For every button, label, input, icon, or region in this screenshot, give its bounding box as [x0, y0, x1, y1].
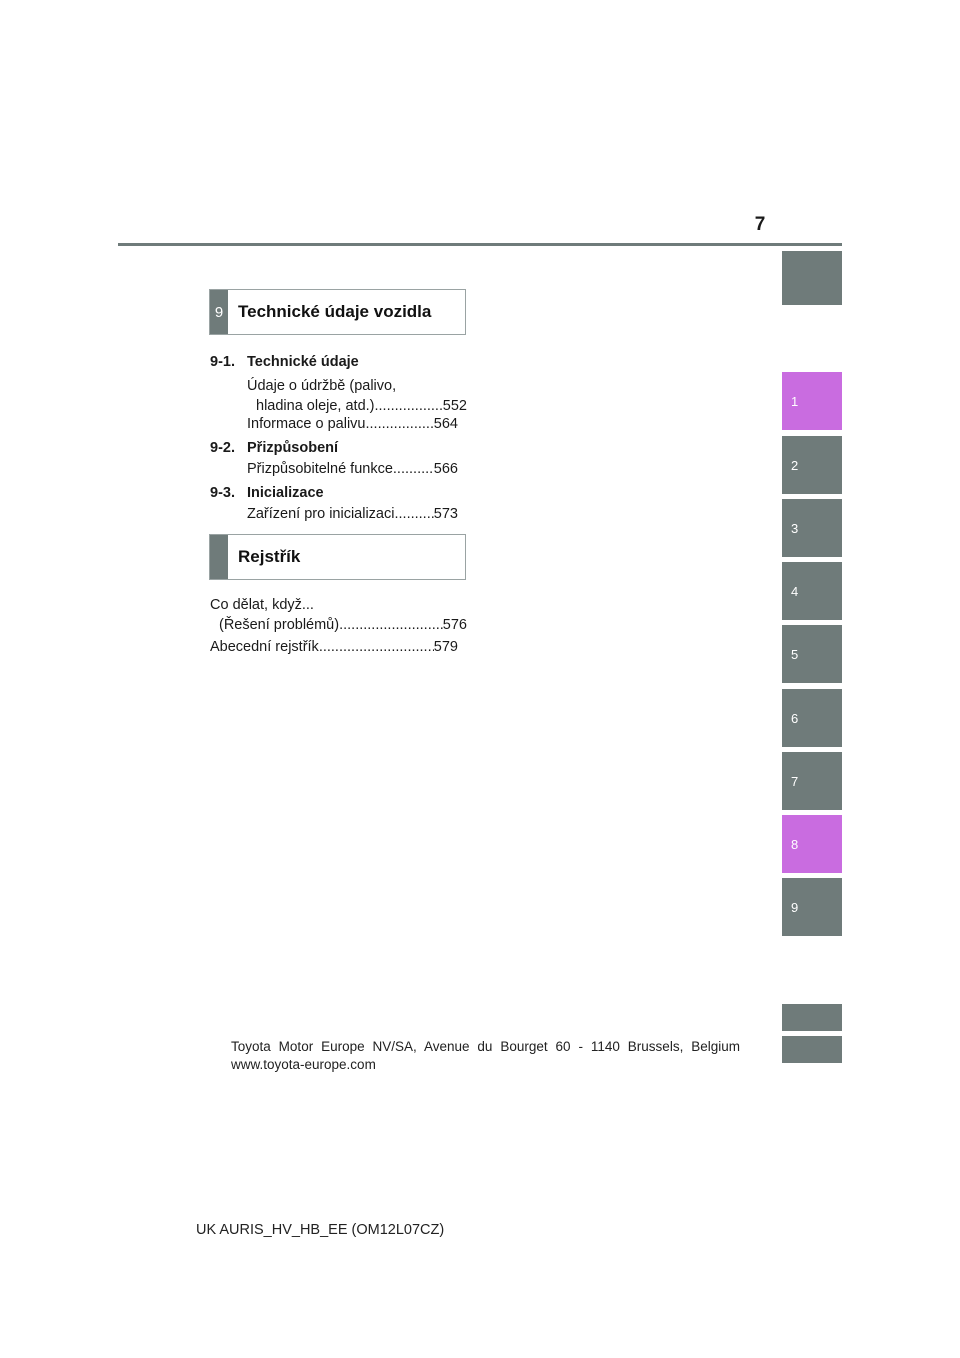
chapter-tab-5[interactable]: [782, 625, 842, 683]
chapter-tab-label: 1: [791, 393, 799, 409]
dot-leader: [375, 396, 443, 416]
dot-leader: [339, 615, 443, 635]
toc-entry-maintenance-data[interactable]: [210, 376, 467, 416]
dot-leader: [393, 459, 434, 479]
toc-entry-text: Informace o palivu: [247, 416, 366, 432]
toc-entry-text: hladina oleje, atd.): [256, 398, 375, 414]
section-title: Rejstřík: [238, 547, 301, 566]
toc-heading-number: 9-3.: [210, 485, 235, 501]
toc-entry-text: Abecední rejstřík: [210, 639, 319, 655]
chapter-tab-label: 5: [791, 646, 799, 662]
section-marker: [210, 535, 228, 579]
toc-entry-fuel-info[interactable]: [210, 414, 458, 434]
toc-entry-text: Údaje o údržbě (palivo,: [247, 378, 397, 394]
toc-heading-9-2[interactable]: [210, 438, 458, 458]
toc-entry-troubleshooting[interactable]: [210, 595, 467, 635]
toc-entry-text: Co dělat, když...: [210, 597, 314, 613]
dot-leader: [319, 637, 434, 657]
chapter-tab-label: 6: [791, 710, 799, 726]
chapter-tab-3[interactable]: [782, 499, 842, 557]
publisher-website[interactable]: www.toyota-europe.com: [231, 1057, 376, 1072]
toc-heading-title: Přizpůsobení: [247, 440, 339, 456]
toc-page-number: 576: [442, 617, 467, 633]
toc-page-number: 564: [433, 416, 458, 432]
chapter-tab-1[interactable]: [782, 372, 842, 430]
chapter-tab-6[interactable]: [782, 689, 842, 747]
toc-page-number: 579: [433, 639, 458, 655]
chapter-tab-bottom-2[interactable]: [782, 1036, 842, 1063]
section-header-index: [209, 534, 466, 580]
toc-entry-alphabetical-index[interactable]: [210, 637, 458, 657]
toc-page-number: 573: [433, 506, 458, 522]
page-number: 7: [754, 214, 766, 235]
toc-entry-text: Přizpůsobitelné funkce: [247, 461, 393, 477]
toc-heading-9-1[interactable]: [210, 352, 458, 372]
dot-leader: [394, 504, 433, 524]
document-code: UK AURIS_HV_HB_EE (OM12L07CZ): [196, 1222, 445, 1238]
toc-entry-initialization[interactable]: [210, 504, 458, 524]
chapter-tab-label: 7: [791, 773, 799, 789]
publisher-info: [231, 1038, 740, 1074]
chapter-tabs: [782, 0, 842, 1358]
toc-page-number: 566: [433, 461, 458, 477]
header-rule: [118, 243, 842, 246]
chapter-tab-label: 4: [791, 583, 799, 599]
toc-heading-number: 9-2.: [210, 440, 235, 456]
toc-heading-title: Inicializace: [247, 485, 324, 501]
toc-heading-title: Technické údaje: [247, 354, 359, 370]
chapter-tab-bottom-1[interactable]: [782, 1004, 842, 1031]
chapter-tab-label: 9: [791, 899, 799, 915]
chapter-tab-label: 2: [791, 457, 799, 473]
toc-heading-number: 9-1.: [210, 354, 235, 370]
chapter-tab-2[interactable]: [782, 436, 842, 494]
chapter-tab-7[interactable]: [782, 752, 842, 810]
chapter-tab-top[interactable]: [782, 251, 842, 305]
dot-leader: [365, 414, 433, 434]
section-title: Technické údaje vozidla: [238, 302, 432, 321]
toc-page-number: 552: [442, 398, 467, 414]
toc-entry-customizable-features[interactable]: [210, 459, 458, 479]
toc-heading-9-3[interactable]: [210, 483, 458, 503]
chapter-tab-8[interactable]: [782, 815, 842, 873]
chapter-tab-9[interactable]: [782, 878, 842, 936]
publisher-address: Toyota Motor Europe NV/SA, Avenue du Bourget 60 - 1140 Brussels, Belgium: [231, 1039, 740, 1054]
section-header-technical-data: [209, 289, 466, 335]
chapter-tab-4[interactable]: [782, 562, 842, 620]
chapter-tab-label: 8: [791, 836, 799, 852]
toc-entry-text: (Řešení problémů): [219, 617, 340, 633]
section-marker: 9: [210, 290, 228, 334]
chapter-tab-label: 3: [791, 520, 799, 536]
toc-entry-text: Zařízení pro inicializaci: [247, 506, 395, 522]
